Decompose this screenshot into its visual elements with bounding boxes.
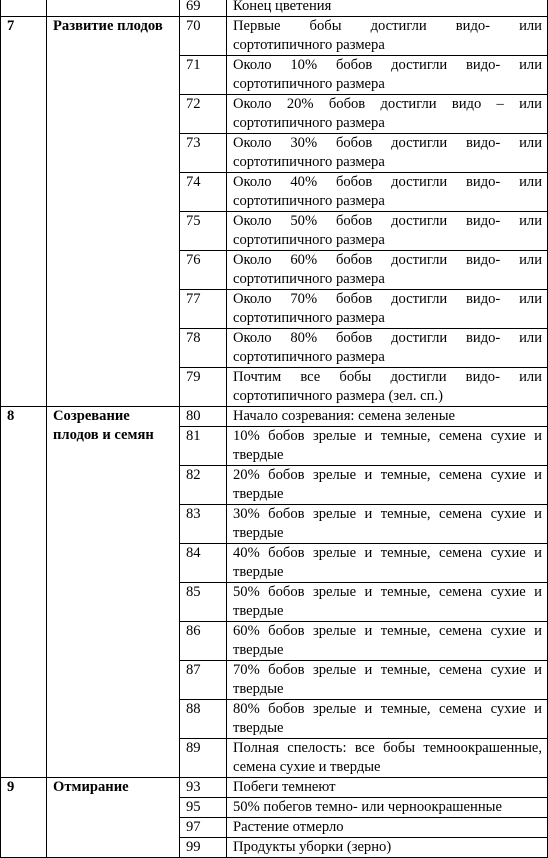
code-cell: 77 — [180, 290, 227, 329]
code-cell: 72 — [180, 95, 227, 134]
description-cell: Полная спелость: все бобы темноокрашенные, семена сухие и твердые — [227, 739, 548, 778]
code-cell: 84 — [180, 544, 227, 583]
description-cell: Около 30% бобов достигли видо- или сортотипичного размера — [227, 134, 548, 173]
code-cell: 70 — [180, 17, 227, 56]
description-cell: 60% бобов зрелые и темные, семена сухие и твердые — [227, 622, 548, 661]
stage-number-cell — [1, 0, 47, 17]
code-cell: 75 — [180, 212, 227, 251]
code-cell: 74 — [180, 173, 227, 212]
code-cell: 95 — [180, 798, 227, 818]
description-cell: 80% бобов зрелые и темные, семена сухие и твердые — [227, 700, 548, 739]
growth-stage-table-body — [1, 0, 548, 858]
description-cell: Начало созревания: семена зеленые — [227, 407, 548, 427]
code-cell: 80 — [180, 407, 227, 427]
code-cell: 69 — [180, 0, 227, 17]
description-cell: Растение отмерло — [227, 818, 548, 838]
code-cell: 76 — [180, 251, 227, 290]
description-cell: 20% бобов зрелые и темные, семена сухие и твердые — [227, 466, 548, 505]
code-cell: 88 — [180, 700, 227, 739]
code-cell: 73 — [180, 134, 227, 173]
description-cell: Около 70% бобов достигли видо- или сортотипичного размера — [227, 290, 548, 329]
code-cell: 78 — [180, 329, 227, 368]
description-cell: Почтим все бобы достигли видо- или сортотипичного размера (зел. сп.) — [227, 368, 548, 407]
description-cell: Конец цветения — [227, 0, 548, 17]
description-cell: Первые бобы достигли видо- или сортотипичного размера — [227, 17, 548, 56]
code-cell: 83 — [180, 505, 227, 544]
stage-name-cell — [47, 0, 180, 17]
description-cell: 70% бобов зрелые и темные, семена сухие и твердые — [227, 661, 548, 700]
stage-number-cell: 9 — [1, 778, 47, 858]
description-cell: 40% бобов зрелые и темные, семена сухие и твердые — [227, 544, 548, 583]
table-row — [1, 778, 548, 798]
description-cell: Побеги темнеют — [227, 778, 548, 798]
code-cell: 79 — [180, 368, 227, 407]
description-cell: Около 40% бобов достигли видо- или сортотипичного размера — [227, 173, 548, 212]
code-cell: 86 — [180, 622, 227, 661]
code-cell: 85 — [180, 583, 227, 622]
code-cell: 93 — [180, 778, 227, 798]
description-cell: Около 10% бобов достигли видо- или сортотипичного размера — [227, 56, 548, 95]
description-cell: 10% бобов зрелые и темные, семена сухие и твердые — [227, 427, 548, 466]
table-row — [1, 407, 548, 427]
stage-number-cell: 8 — [1, 407, 47, 778]
table-row — [1, 0, 548, 17]
stage-name-cell: Созревание плодов и семян — [47, 407, 180, 778]
code-cell: 89 — [180, 739, 227, 778]
description-cell: Около 80% бобов достигли видо- или сортотипичного размера — [227, 329, 548, 368]
stage-name-cell: Развитие плодов — [47, 17, 180, 407]
description-cell: Около 50% бобов достигли видо- или сортотипичного размера — [227, 212, 548, 251]
table-row — [1, 17, 548, 56]
description-cell: Продукты уборки (зерно) — [227, 838, 548, 858]
code-cell: 87 — [180, 661, 227, 700]
code-cell: 99 — [180, 838, 227, 858]
code-cell: 82 — [180, 466, 227, 505]
description-cell: 50% бобов зрелые и темные, семена сухие и твердые — [227, 583, 548, 622]
description-cell: Около 20% бобов достигли видо – или сортотипичного размера — [227, 95, 548, 134]
stage-name-cell: Отмирание — [47, 778, 180, 858]
code-cell: 81 — [180, 427, 227, 466]
stage-number-cell: 7 — [1, 17, 47, 407]
description-cell: 50% побегов темно- или черноокрашенные — [227, 798, 548, 818]
description-cell: 30% бобов зрелые и темные, семена сухие и твердые — [227, 505, 548, 544]
code-cell: 97 — [180, 818, 227, 838]
description-cell: Около 60% бобов достигли видо- или сортотипичного размера — [227, 251, 548, 290]
code-cell: 71 — [180, 56, 227, 95]
